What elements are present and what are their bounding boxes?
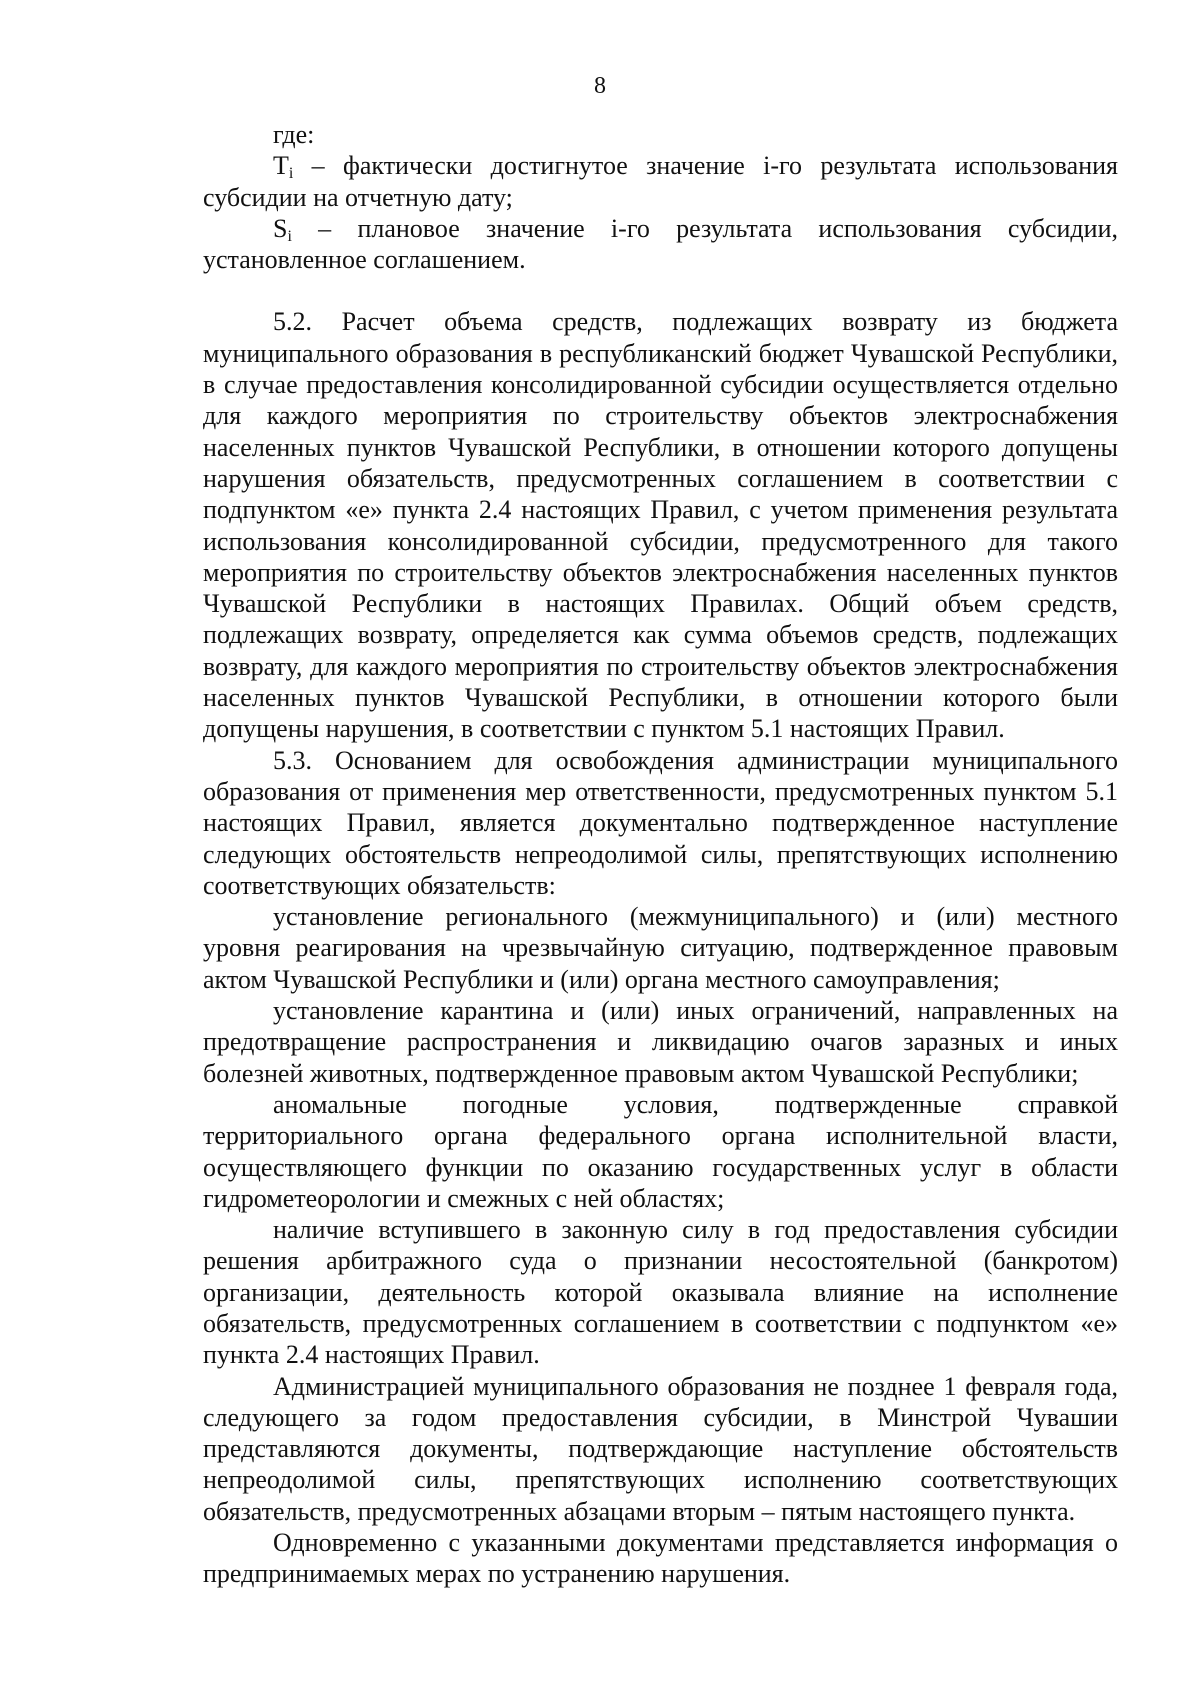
paragraph-documents-deadline: Администрацией муниципального образования не позднее 1 февраля года, следующего за годом предоставления субсидии, в Минстрой Чувашии представляются документы, подтверждающие наступление обстоятельств непреодолимой силы, препятствующих исполнению соответствующих обязательств, предусмотренных абзацами вторым – пятым настоящего пункта.: [203, 1371, 1118, 1526]
paragraph-circumstance-emergency: установление регионального (межмуниципального) и (или) местного уровня реагирования на чрезвычайную ситуацию, подтвержденное правовым актом Чувашской Республики и (или) органа местного самоуправления;: [203, 902, 1118, 994]
page-number: 8: [594, 73, 606, 99]
s-definition-text: – плановое значение i-го результата использования субсидии, установленное соглашением.: [203, 213, 1118, 275]
s-symbol: S: [273, 213, 288, 243]
where-label: где:: [273, 120, 315, 149]
paragraph-measures-info: Одновременно с указанными документами представляется информация о предпринимаемых мерах по устранению нарушения.: [203, 1528, 1118, 1589]
paragraph-circumstance-bankruptcy: наличие вступившего в законную силу в год предоставления субсидии решения арбитражного суда о признании несостоятельной (банкротом) организации, деятельность которой оказывала влияние на исполнение обязательств, предусмотренных соглашением в соответствии с подпунктом «е» пункта 2.4 настоящих Правил.: [203, 1215, 1118, 1370]
t-symbol: T: [273, 151, 289, 181]
definition-t: [203, 150, 1118, 213]
document-body: [203, 119, 1118, 1590]
s-subscript: i: [287, 227, 292, 245]
paragraph-gap: [203, 275, 1118, 306]
paragraph-circumstance-weather: аномальные погодные условия, подтвержденные справкой территориального органа федерального органа исполнительной власти, осуществляющего функции по оказанию государственных услуг в области гидрометеорологии и смежных с ней областях;: [203, 1089, 1118, 1213]
t-subscript: i: [288, 165, 294, 183]
t-definition-text: – фактически достигнутое значение i-го результата использования субсидии на отчетную дату;: [203, 151, 1118, 212]
paragraph-5-3: 5.3. Основанием для освобождения администрации муниципального образования от применения мер ответственности, предусмотренных пунктом 5.1 настоящих Правил, является документально подтвержденное наступление следующих обстоятельств непреодолимой силы, препятствующих исполнению соответствующих обязательств:: [203, 745, 1118, 900]
definition-s: [203, 213, 1118, 276]
paragraph-5-2: 5.2. Расчет объема средств, подлежащих возврату из бюджета муниципального образования в республиканский бюджет Чувашской Республики, в случае предоставления консолидированной субсидии осуществляется отдельно для каждого мероприятия по строительству объектов электроснабжения населенных пунктов Чувашской Республики, в отношении которого допущены нарушения обязательств, предусмотренных соглашением в соответствии с подпунктом «е» пункта 2.4 настоящих Правил, с учетом применения результата использования консолидированной субсидии, предусмотренного для такого мероприятия по строительству объектов электроснабжения населенных пунктов Чувашской Республики в настоящих Правилах. Общий объем средств, подлежащих возврату, определяется как сумма объемов средств, подлежащих возврату, для каждого мероприятия по строительству объектов электроснабжения населенных пунктов Чувашской Республики, в отношении которого были допущены нарушения, в соответствии с пунктом 5.1 настоящих Правил.: [203, 307, 1118, 744]
paragraph-circumstance-quarantine: установление карантина и (или) иных ограничений, направленных на предотвращение распространения и ликвидацию очагов заразных и иных болезней животных, подтвержденное правовым актом Чувашской Республики;: [203, 996, 1118, 1088]
